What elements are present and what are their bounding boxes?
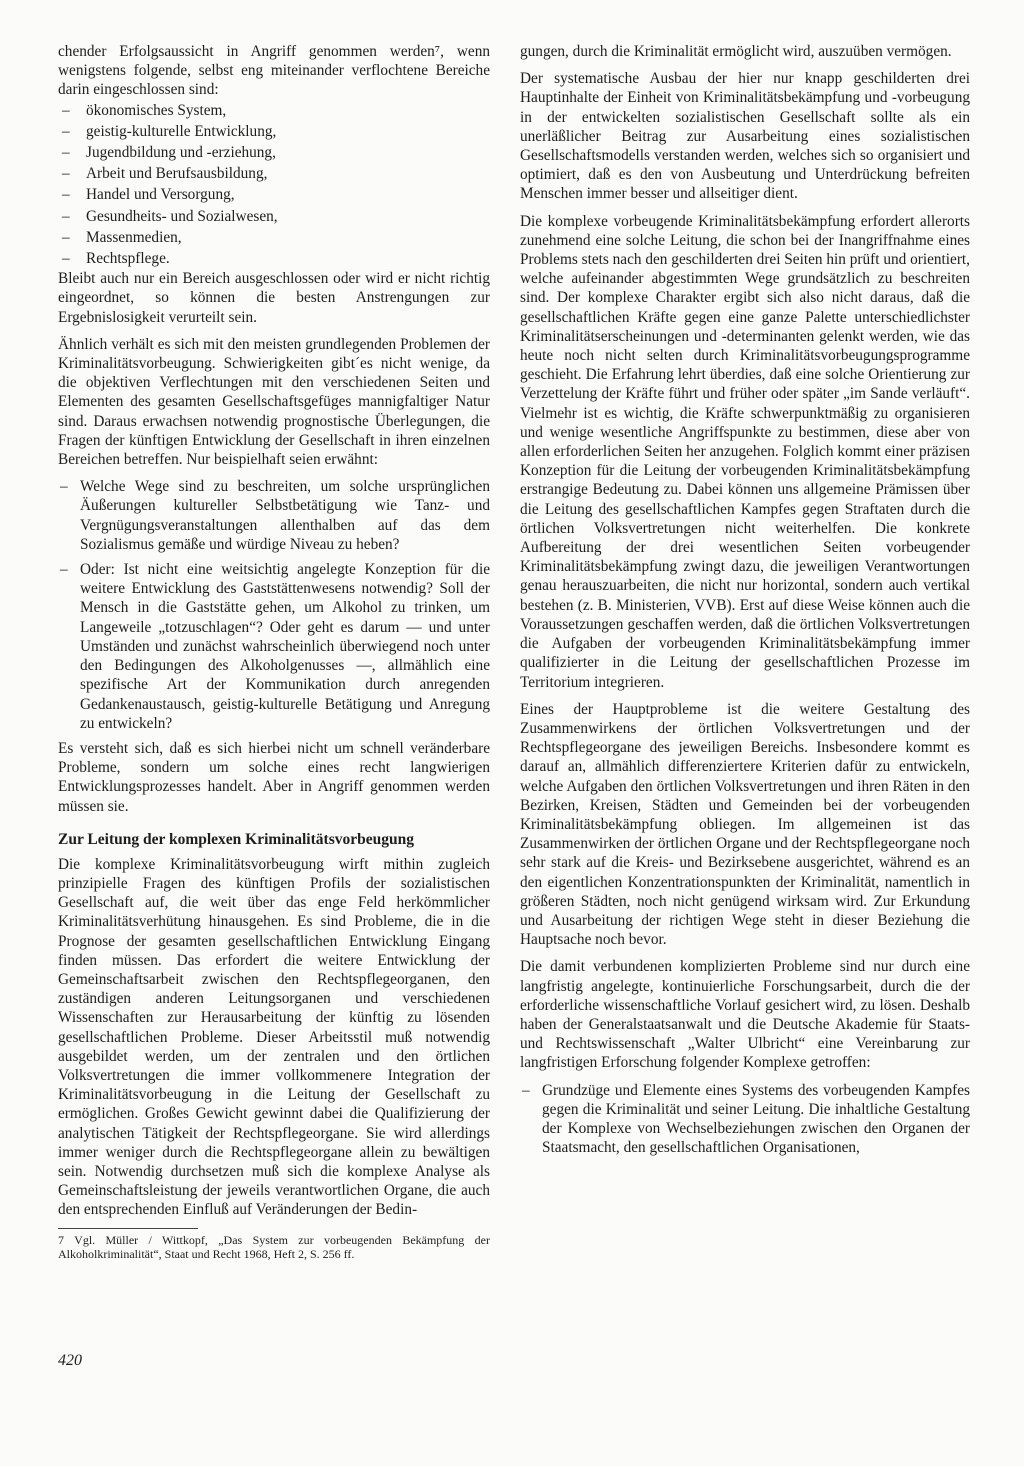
list-item: – Rechtspflege.	[58, 248, 490, 269]
list-item: – Massenmedien,	[58, 227, 490, 248]
list-item: – Oder: Ist nicht eine weitsichtig angelegte Konzeption für die weitere Entwicklung des Gaststättenwesens notwendig? Soll der Mensch in die Gaststätte gehen, um Alkohol zu trinken, um Langeweile „totzuschlagen“? Oder geht es darum — und unter Umständen und zunächst wahrscheinlich überwiegend noch unter den Bedingungen des Alkoholgenusses —, allmählich eine spezifische Art der Kommunikation durch anregenden Gedankenaustausch, geistig-kulturelle Betätigung und Anregung zu entwickeln?	[58, 560, 490, 733]
list-item: – Welche Wege sind zu beschreiten, um solche ursprünglichen Äußerungen kultureller Selbstbetätigung wie Tanz- und Vergnügungsveranstaltungen allenthalben auf das dem Sozialismus gemäße und würdige Niveau zu heben?	[58, 477, 490, 554]
paragraph: Die komplexe Kriminalitätsvorbeugung wirft mithin zugleich prinzipielle Fragen des künftigen Profils der sozialistischen Gesellschaft auf, die weit über das enge Feld herkömmlicher Kriminalitätsverhütung hinausgehen. Es sind Probleme, die in die Prognose der gesamten gesellschaftlichen Entwicklung Eingang finden müssen. Das erfordert die weitere Entwicklung der Gemeinschaftsarbeit zwischen den Rechtspflegeorganen, den zuständigen anderen Leitungsorganen und verschiedenen Wissenschaften zur Herausarbeitung der künftig zu lösenden gesellschaftlichen Probleme. Dieser Arbeitsstil muß notwendig ausgebildet werden, um der zentralen und den örtlichen Volksvertretungen die immer vollkommenere Integration der Kriminalitätsvorbeugung in die Leitung der Gesellschaft zu ermöglichen. Großes Gewicht gewinnt dabei die Qualifizierung der analytischen Tätigkeit der Rechtspflegeorgane. Sie wird allerdings immer weniger durch die Rechtspflegeorgane allein zu bewältigen sein. Notwendig durchsetzen muß sich die komplexe Analyse als Gemeinschaftsleistung der jeweils verantwortlichen Organe, die auch den entsprechenden Einfluß auf Veränderungen der Bedin-	[58, 855, 490, 1219]
paragraph: Die damit verbundenen komplizierten Probleme sind nur durch eine langfristig angelegte, kontinuierliche Forschungsarbeit, durch die der erforderliche wissenschaftliche Vorlauf gesichert wird, zu lösen. Deshalb haben der Generalstaatsanwalt und die Deutsche Akademie für Staats- und Rechtswissenschaft „Walter Ulbricht“ eine Vereinbarung zur langfristigen Erforschung folgender Komplexe getroffen:	[520, 958, 970, 1072]
paragraph: Eines der Hauptprobleme ist die weitere Gestaltung des Zusammenwirkens der örtlichen Volksvertretungen und der Rechtspflegeorgane des jeweiligen Bereichs. Insbesondere kommt es darauf an, allmählich differenziertere Kriterien dafür zu entwickeln, welche Aufgaben den örtlichen Volksvertretungen und ihren Räten in den Bezirken, Kreisen, Städten und Gemeinden bei der vorbeugenden Kriminalitätsbekämpfung obliegen. Im allgemeinen ist das Zusammenwirken der örtlichen Organe und der Rechtspflegeorgane noch sehr stark auf die Kreis- und Bezirksebene ausgerichtet, während es an den eigentlichen Konzentrationspunkten der Kriminalität, namentlich in größeren Städten, noch nicht genügend wirksam wird. Zur Erkundung und Ausarbeitung der richtigen Wege steht in dieser Beziehung die Hauptsache noch bevor.	[520, 700, 970, 949]
list-item: – geistig-kulturelle Entwicklung,	[58, 121, 490, 142]
list-item: – Arbeit und Berufsausbildung,	[58, 163, 490, 184]
footnote-divider	[58, 1228, 198, 1229]
complexes-list	[520, 1081, 970, 1158]
paragraph: Der systematische Ausbau der hier nur knapp geschilderten drei Hauptinhalte der Einheit von Kriminalitätsbekämpfung und -vorbeugung in der entwickelten sozialistischen Gesellschaft sollte als ein unerläßlicher Beitrag zur Ausarbeitung eines sozialistischen Gesellschaftsmodells verstanden werden, welches sich so organisiert und optimiert, daß es den von Ausbeutung und Unterdrückung befreiten Menschen immer besser und allseitiger dient.	[520, 70, 970, 203]
paragraph: Bleibt auch nur ein Bereich ausgeschlossen oder wird er nicht richtig eingeordnet, so können die besten Anstrengungen zur Ergebnislosigkeit verurteilt sein.	[58, 270, 490, 326]
footnote: 7 Vgl. Müller / Wittkopf, „Das System zur vorbeugenden Bekämpfung der Alkoholkriminalität“, Staat und Recht 1968, Heft 2, S. 256 ff.	[58, 1232, 490, 1262]
right-column	[520, 42, 970, 1163]
list-item: – Jugendbildung und -erziehung,	[58, 142, 490, 163]
list-item: – Handel und Versorgung,	[58, 184, 490, 205]
list-item: – ökonomisches System,	[58, 100, 490, 121]
section-heading: Zur Leitung der komplexen Kriminalitätsvorbeugung	[58, 830, 414, 848]
paragraph: Die komplexe vorbeugende Kriminalitätsbekämpfung erfordert allerorts zunehmend eine solche Leitung, die schon bei der Inangriffnahme eines Problems stets nach den geschilderten drei Seiten hin prüft und orientiert, welche aufeinander abgestimmten Wege grundsätzlich zu beschreiten sind. Der komplexe Charakter ergibt sich also nicht daraus, daß die gesellschaftlichen Kräfte gegen eine ganze Palette unterschiedlichster Kriminalitätserscheinungen und -determinanten gelenkt werden, wie das heute noch nicht selten durch Kriminalitätsvorbeugungsprogramme geschieht. Die Erfahrung lehrt überdies, daß eine solche Orientierung zur Verzettelung der Kräfte führt und früher oder später „im Sande verläuft“. Vielmehr ist es wichtig, die Kräfte schwerpunktmäßig zu organisieren und wenige wesentliche Angriffspunkte zu bestimmen, diese aber von allen erforderlichen Seiten her anzugehen. Folglich kommt einer präzisen Konzeption für die Leitung der vorbeugenden Kriminalitätsbekämpfung erstrangige Bedeutung zu. Dabei können uns allgemeine Prämissen über die Leitung des gesellschaftlichen Kampfes gegen Straftaten durch die örtlichen Volksvertretungen nicht weiterhelfen. Die konkrete Aufbereitung der drei wesentlichen Seiten vorbeugender Kriminalitätsbekämpfung zwingt dazu, die jeweiligen Verantwortungen genau herauszuarbeiten, die nicht nur horizontal, sondern auch vertikal bestehen (z. B. Ministerien, VVB). Erst auf diese Weise können auch die Voraussetzungen geschaffen werden, daß die örtlichen Volksvertretungen die Aufgaben der vorbeugenden Kriminalitätsbekämpfung immer qualifizierter in die Leitung der gesellschaftlichen Prozesse im Territorium integrieren.	[520, 212, 970, 691]
list-item: – Gesundheits- und Sozialwesen,	[58, 206, 490, 227]
paragraph: gungen, durch die Kriminalität ermöglicht wird, auszuüben vermögen.	[520, 43, 952, 60]
paragraph: Ähnlich verhält es sich mit den meisten grundlegenden Problemen der Kriminalitätsvorbeugung. Schwierigkeiten gibt´es nicht wenige, da die objektiven Verflechtungen mit den verschiedenen Seiten und Elementen des gesamten Gesellschaftsgefüges mannigfaltiger Natur sind. Daraus erwachsen notwendig prognostische Überlegungen, die Fragen der künftigen Entwicklung der Gesellschaft in ihren einzelnen Bereichen betreffen. Nur beispielhaft seien erwähnt:	[58, 335, 490, 469]
page-number: 420	[58, 1352, 82, 1369]
list-item: – Grundzüge und Elemente eines Systems des vorbeugenden Kampfes gegen die Kriminalität und seiner Leitung. Die inhaltliche Gestaltung der Komplexe von Wechselbeziehungen zwischen den Organen der Staatsmacht, den gesellschaftlichen Organisationen,	[520, 1081, 970, 1158]
areas-list	[58, 100, 490, 270]
paragraph: Es versteht sich, daß es sich hierbei nicht um schnell veränderbare Probleme, sondern um solche eines recht langwierigen Entwicklungsprozesses handelt. Aber in Angriff genommen werden müssen sie.	[58, 739, 490, 815]
left-column	[58, 42, 490, 1262]
examples-list	[58, 477, 490, 733]
paragraph-intro: chender Erfolgsaussicht in Angriff genommen werden⁷, wenn wenigstens folgende, selbst eng miteinander verflochtene Bereiche darin eingeschlossen sind:	[58, 43, 490, 99]
